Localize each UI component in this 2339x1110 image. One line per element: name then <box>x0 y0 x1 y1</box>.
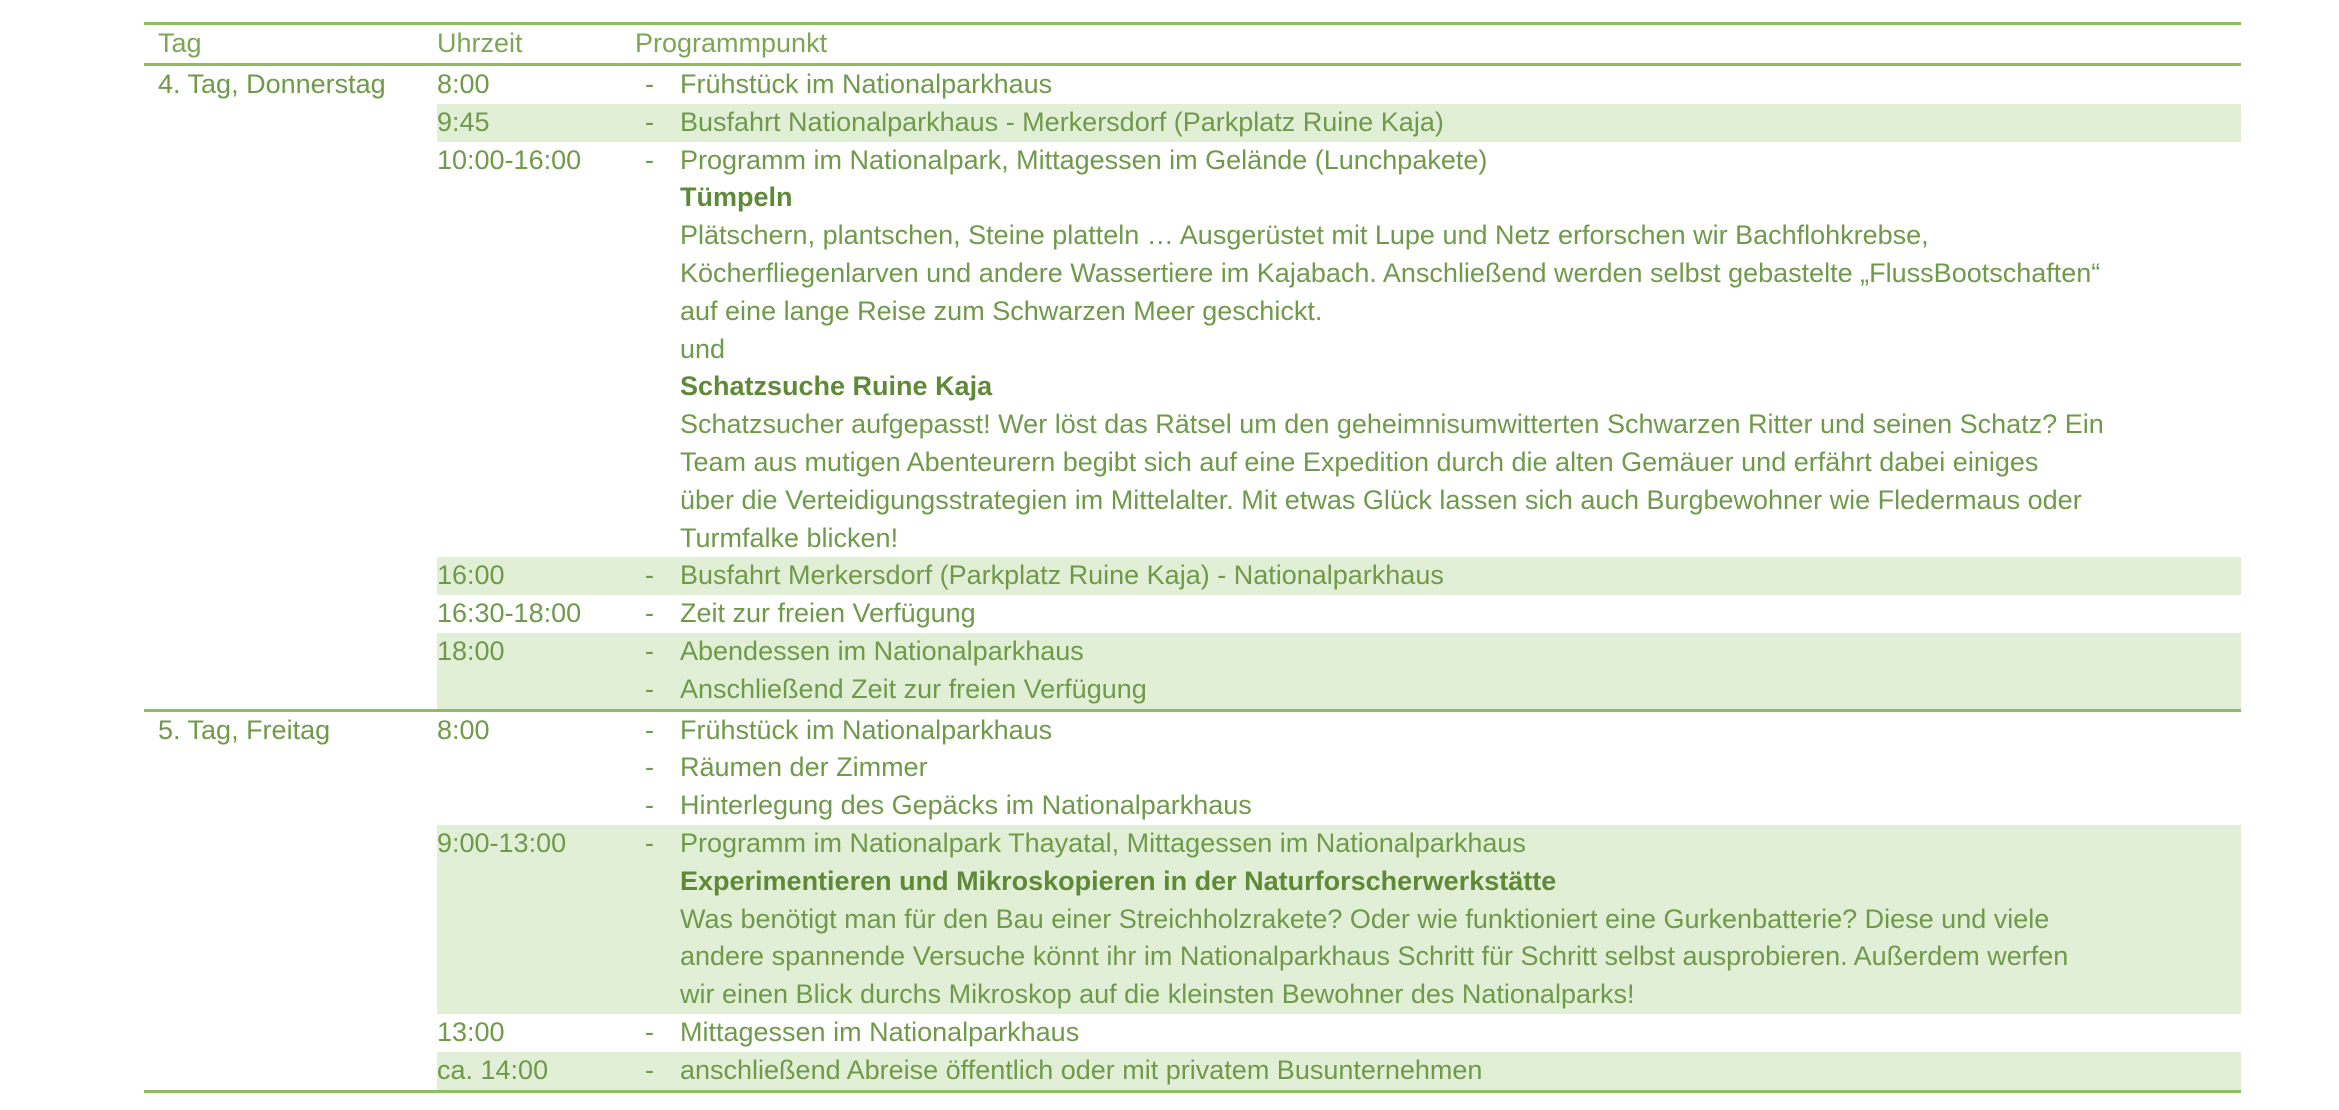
bullet-dash: - <box>645 635 654 666</box>
bullet-dash: - <box>645 1054 654 1085</box>
program-text-line: Busfahrt Merkersdorf (Parkplatz Ruine Kaja) - Nationalparkhaus <box>680 560 1444 591</box>
bullet-cell <box>635 1052 680 1091</box>
bullet-dash <box>645 179 680 217</box>
program-text-line: Abendessen im Nationalparkhaus <box>680 635 1084 666</box>
time-cell: 18:00 <box>437 633 635 710</box>
time-cell: 8:00 <box>437 714 490 745</box>
program-text-line: Zeit zur freien Verfügung <box>680 598 976 629</box>
time-cell: ca. 14:00 <box>437 1052 635 1091</box>
table-row <box>144 710 2241 825</box>
bullet-dash <box>645 482 680 520</box>
table-row <box>144 825 2241 1014</box>
time-cell: 10:00-16:00 <box>437 144 582 175</box>
program-item-cell <box>680 142 2241 558</box>
program-body <box>144 65 2241 1092</box>
program-text-line: Team aus mutigen Abenteurern begibt sich auf eine Expedition durch die alten Gemäuer und erfährt dabei einiges <box>680 446 2039 477</box>
time-cell: 16:30-18:00 <box>437 598 582 629</box>
day-cell: 4. Tag, Donnerstag <box>158 69 386 99</box>
program-text-line: andere spannende Versuche könnt ihr im Nationalparkhaus Schritt für Schritt selbst ausprobieren. Außerdem werfen <box>680 941 2069 972</box>
day-cell <box>144 825 437 1014</box>
program-text-line: wir einen Blick durchs Mikroskop auf die kleinsten Bewohner des Nationalparks! <box>680 979 1635 1010</box>
time-cell: 9:45 <box>437 104 635 142</box>
program-text-line: Hinterlegung des Gepäcks im Nationalparkhaus <box>680 790 1252 821</box>
time-cell: 13:00 <box>437 1016 505 1047</box>
table-row <box>144 104 2241 142</box>
bullet-cell <box>635 595 680 633</box>
table-row <box>144 142 2241 558</box>
bullet-dash <box>645 406 680 444</box>
bullet-dash <box>645 938 680 976</box>
bullet-dash <box>645 368 680 406</box>
bullet-cell <box>635 710 680 825</box>
table-header-row <box>144 24 2241 65</box>
day-cell <box>144 104 437 142</box>
program-item-cell <box>680 595 2241 633</box>
bullet-dash: - <box>645 790 654 821</box>
table-row <box>144 1052 2241 1091</box>
bullet-dash: - <box>645 144 654 175</box>
program-item-cell <box>680 1052 2241 1091</box>
program-text-line: Köcherfliegenlarven und andere Wassertiere im Kajabach. Anschließend werden selbst gebastelte „FlussBootschaften“ <box>680 257 2101 288</box>
bullet-dash <box>645 976 680 1014</box>
program-text-line: Mittagessen im Nationalparkhaus <box>680 1016 1080 1047</box>
bullet-dash <box>645 331 680 369</box>
header-time: Uhrzeit <box>437 28 523 58</box>
table-row <box>144 595 2241 633</box>
program-text-line: über die Verteidigungsstrategien im Mittelalter. Mit etwas Glück lassen sich auch Burgbewohner wie Fledermaus oder <box>680 484 2082 515</box>
program-text-line: Plätschern, plantschen, Steine platteln … Ausgerüstet mit Lupe und Netz erforschen wir Bachflohkrebse, <box>680 220 1929 251</box>
bullet-dash: - <box>645 598 654 629</box>
day-cell <box>144 1052 437 1091</box>
bullet-dash: - <box>645 673 654 704</box>
bullet-cell <box>635 1014 680 1052</box>
program-text-line: Programm im Nationalpark, Mittagessen im Gelände (Lunchpakete) <box>680 144 1488 175</box>
program-table <box>144 22 2241 1093</box>
bullet-cell <box>635 142 680 558</box>
bullet-dash <box>645 293 680 331</box>
program-item-cell <box>680 1014 2241 1052</box>
day-cell <box>144 633 437 710</box>
bullet-cell <box>635 633 680 710</box>
program-text-line: Anschließend Zeit zur freien Verfügung <box>680 673 1147 704</box>
bullet-dash: - <box>645 714 654 745</box>
bullet-dash <box>645 217 680 255</box>
header-program-item: Programmpunkt <box>635 28 828 58</box>
program-item-cell <box>680 825 2241 1014</box>
bullet-cell <box>635 557 680 595</box>
bullet-dash: - <box>645 106 654 137</box>
table-row <box>144 633 2241 710</box>
table-row <box>144 1014 2241 1052</box>
bullet-dash: - <box>645 827 654 858</box>
program-heading: Experimentieren und Mikroskopieren in der Naturforscherwerkstätte <box>680 865 1557 896</box>
day-cell: 5. Tag, Freitag <box>158 714 331 745</box>
header-day: Tag <box>158 28 202 58</box>
time-cell: 16:00 <box>437 557 635 595</box>
program-text-line: anschließend Abreise öffentlich oder mit privatem Busunternehmen <box>680 1054 1483 1085</box>
program-item-cell <box>680 65 2241 104</box>
program-item-cell <box>680 104 2241 142</box>
table-row <box>144 65 2241 104</box>
program-item-cell <box>680 557 2241 595</box>
program-text-line: Busfahrt Nationalparkhaus - Merkersdorf (Parkplatz Ruine Kaja) <box>680 106 1444 137</box>
program-text-line: Räumen der Zimmer <box>680 752 928 783</box>
program-heading: Tümpeln <box>680 182 793 213</box>
program-sheet <box>144 22 2241 1093</box>
program-text-line: und <box>680 333 726 364</box>
program-text-line: Programm im Nationalpark Thayatal, Mittagessen im Nationalparkhaus <box>680 827 1526 858</box>
bullet-dash <box>645 901 680 939</box>
program-text-line: Turmfalke blicken! <box>680 522 899 553</box>
program-text-line: Frühstück im Nationalparkhaus <box>680 714 1053 745</box>
day-cell <box>144 557 437 595</box>
program-item-cell <box>680 633 2241 710</box>
bullet-dash <box>645 255 680 293</box>
program-heading: Schatzsuche Ruine Kaja <box>680 371 993 402</box>
day-cell <box>144 1014 437 1052</box>
bullet-dash <box>645 520 680 558</box>
program-text-line: auf eine lange Reise zum Schwarzen Meer geschickt. <box>680 295 1323 326</box>
time-cell: 9:00-13:00 <box>437 825 635 1014</box>
bullet-dash: - <box>645 752 654 783</box>
day-cell <box>144 595 437 633</box>
day-cell <box>144 142 437 558</box>
bullet-cell <box>635 825 680 1014</box>
program-item-cell <box>680 710 2241 825</box>
bullet-cell <box>635 65 680 104</box>
time-cell: 8:00 <box>437 69 490 99</box>
program-text-line: Frühstück im Nationalparkhaus <box>680 69 1053 99</box>
table-row <box>144 557 2241 595</box>
bullet-dash: - <box>645 560 654 591</box>
bullet-dash <box>645 863 680 901</box>
program-text-line: Schatzsucher aufgepasst! Wer löst das Rätsel um den geheimnisumwitterten Schwarzen Ritter und seinen Schatz? Ein <box>680 409 2104 440</box>
bullet-cell <box>635 104 680 142</box>
bullet-dash: - <box>645 1016 654 1047</box>
bullet-dash <box>645 444 680 482</box>
program-text-line: Was benötigt man für den Bau einer Streichholzrakete? Oder wie funktioniert eine Gurkenbatterie? Diese und viele <box>680 903 2050 934</box>
bullet-dash: - <box>645 69 654 99</box>
